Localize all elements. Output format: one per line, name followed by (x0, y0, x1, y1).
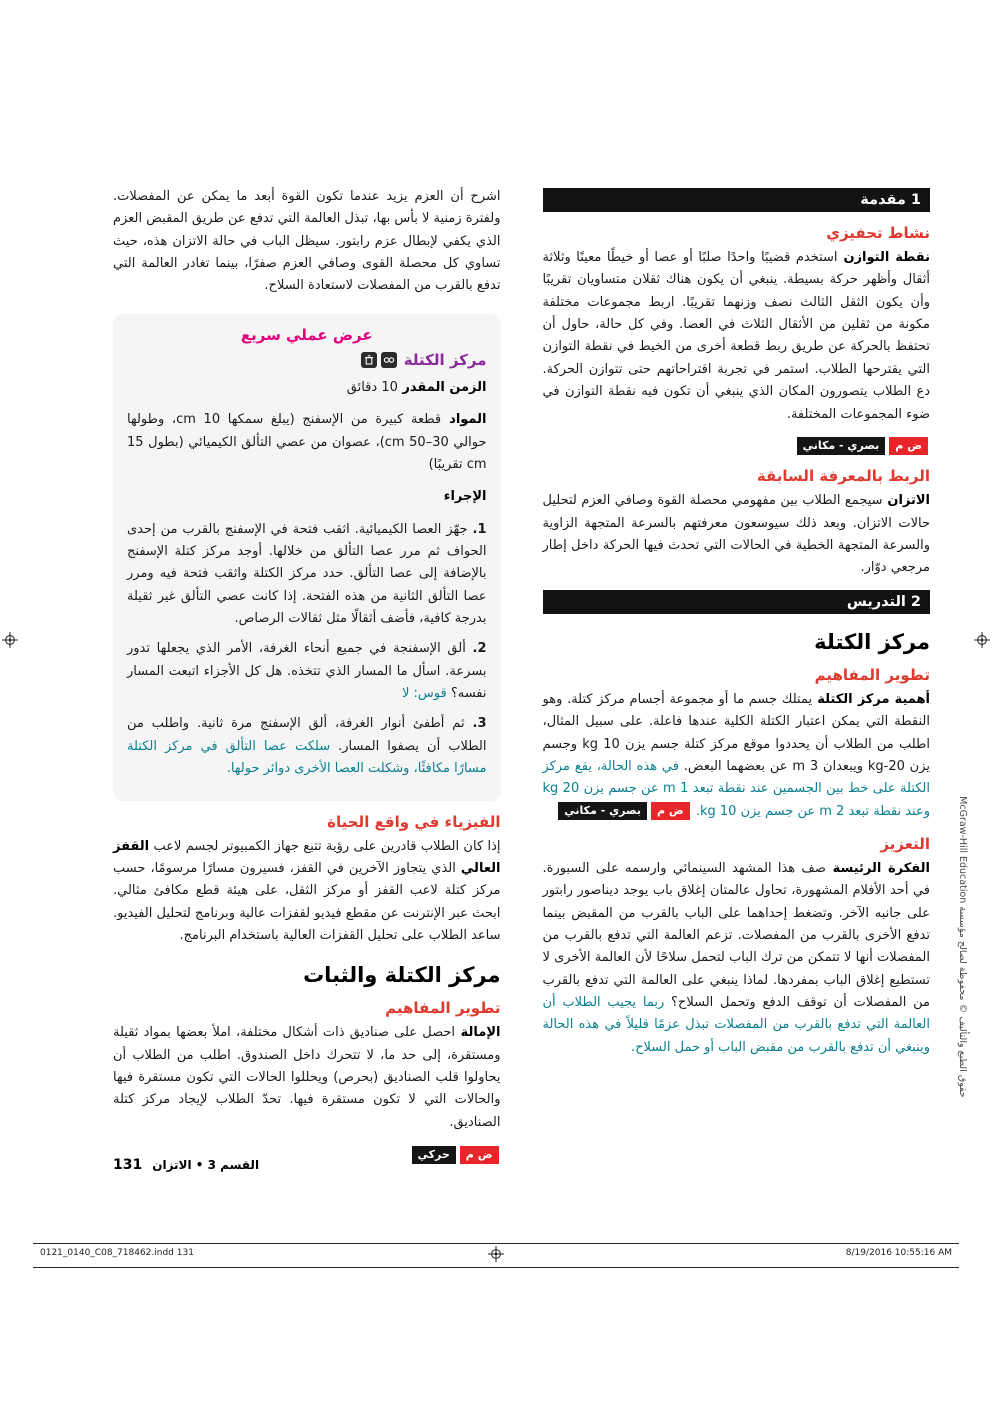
print-rule-bottom (33, 1267, 959, 1268)
demo-steps (127, 519, 487, 781)
demo-time-label: الزمن المقدر (397, 379, 487, 395)
column-left (113, 186, 501, 1174)
step-answer: قوس: لا (401, 686, 447, 702)
heading-concept-development-left: تطوير المفاهيم (385, 999, 501, 1018)
quick-demo-box (113, 314, 501, 801)
quick-demo-heading: عرض عملي سريع (240, 325, 373, 344)
prior-lead: الاتزان (882, 493, 930, 509)
prior-knowledge-paragraph (543, 490, 931, 579)
badge-dm: ض م (651, 802, 690, 820)
real-life-text-2: الذي يتجاوز الآخرين في القفز، فسيرون مسارًا مرسومًا، حسب مركز كتلة لاعب القفز أو مركز الثقل، على هيئة قطع مكافئ مثالي. ابحث عبر الإنترنت عن مقطع فيديو لقفزات عالية وبرنامج لتحليل الفيديو. ساعد الطلاب على تحليل القفزات العالية باستخدام البرنامج. (113, 860, 501, 943)
step-number: 3. (472, 716, 487, 732)
section-reference: القسم 3 • الاتزان (152, 1158, 260, 1172)
disposal-icon (361, 352, 377, 368)
badge-dm: ض م (460, 1146, 499, 1164)
demo-time-value: 10 دقائق (346, 379, 398, 395)
demo-materials-text: قطعة كبيرة من الإسفنج (يبلغ سمكها 10 cm، وطولها حوالي 30–50 cm)، عصوان من عصي التألق الكيميائي (بطول 15 cm تقريبًا) (127, 412, 487, 472)
section-2-teaching-header: 2 التدريس (543, 590, 931, 614)
quick-demo-icons (361, 352, 397, 368)
tilting-paragraph (113, 1022, 501, 1134)
print-rule-top (33, 1243, 959, 1244)
heading-prior-knowledge: الربط بالمعرفة السابقة (756, 467, 930, 486)
column-right (543, 186, 931, 1174)
demo-time-line (127, 377, 487, 399)
badge-kinesthetic: حركي (412, 1146, 456, 1164)
motivational-activity-paragraph (543, 247, 931, 426)
activity-text: استخدم قضيبًا واحدًا صلبًا أو عصا أو خيطًا معينًا وثلاثة أثقال وأظهر حركة بسيطة. ينبغي أن يكون هناك ثقلان متساويان تقريبًا وأن يكون الثقل الثالث نصف وزنهما تقريبًا. اربط مجموعات مختلفة مكونة من ثقلين من الأثقال الثلاث في العصا. وفي كل حالة، حاول أن تحتفظ بالحركة عن طريق ربط قطعة أخرى من الخيط في نقطة التوازن التي يقترحها الطلاب. استمر في تجربة اقتراحاتهم حتى تتوازن الحركة. دع الطلاب يتصورون المكان الذي ينبغي أن تكون فيه نقطة التوازن في ضوء المجموعات المختلفة. (542, 250, 930, 422)
reinforce-answer: ربما يجيب الطلاب أن العالمة التي تدفع بالقرب من المفصلات تبذل عزمًا قليلاً في هذه الحالة وينبغي أن تدفع بالقرب من مقبض الباب أو حمل السلاح. (542, 995, 930, 1055)
print-file-name: 0121_0140_C08_718462.indd 131 (40, 1248, 194, 1258)
print-timestamp: 8/19/2016 10:55:16 AM (845, 1248, 952, 1258)
heading-real-life-physics: الفيزياء في واقع الحياة (327, 812, 501, 831)
real-life-text-1: إذا كان الطلاب قادرين على رؤية تتبع جهاز الكمبيوتر لجسم لاعب (149, 838, 501, 854)
copyright-sidebar: حقوق الطبع والتأليف © محفوظة لصالح مؤسسة McGraw-Hill Education (957, 796, 968, 1098)
demo-step-3 (127, 713, 487, 780)
title-center-of-mass: مركز الكتلة (814, 629, 930, 654)
badge-visual-spatial: بصري - مكاني (797, 437, 886, 455)
demo-materials-label: المواد (441, 412, 487, 428)
prior-text: سيجمع الطلاب بين مفهومي محصلة القوة وصافي العزم لتحليل حالات الاتزان. وبعد ذلك سيوسعون معرفتهم بالسرعة المتجهة الزاوية والسرعة المتجهة الخطية في الحالات التي تحدث فيها الحركة داخل إطار مرجعي دوّار. (542, 493, 930, 576)
registration-mark-bottom (488, 1246, 504, 1262)
activity-badges (543, 436, 931, 455)
badge-dm: ض م (889, 437, 928, 455)
quick-demo-title-row (127, 351, 487, 369)
reinforcement-paragraph (543, 858, 931, 1059)
registration-mark-left (2, 632, 18, 648)
continuation-paragraph: اشرح أن العزم يزيد عندما تكون القوة أبعد ما يمكن عن المفصلات. ولفترة زمنية لا بأس بها، تبذل العالمة التي تدفع عن طريق المقبض العزم الذي يكفي لإبطال عزم رابتور. سيظل الباب في حالة الاتزان هذه، حيث تساوي كل محصلة القوى وصافي العزم صفرًا، بينما تغادر العالمة التي تدفع بالقرب من المفصلات لاستعادة السلاح. (113, 189, 501, 294)
real-life-paragraph (113, 836, 501, 948)
demo-step-1 (127, 519, 487, 631)
concept-development-paragraph (543, 689, 931, 823)
concepts-text: يمتلك جسم ما أو مجموعة أجسام مركز كتلة. وهو النقطة التي يمكن اعتبار الكتلة الكلية عندها فاعلة. على سبيل المثال، اطلب من الطلاب أن يحددوا موقع مركز كتلة جسم يزن 10 kg وجسم يزن 20-kg ويبعدان 3 m عن بعضهما البعض. (542, 691, 931, 774)
demo-materials-line (127, 409, 487, 476)
badge-visual-spatial: بصري - مكاني (558, 802, 647, 820)
tilting-text: احصل على صناديق ذات أشكال مختلفة، املأ بعضها بمواد ثقيلة ومستقرة، إلى حد ما، لا تتحرك داخل الصندوق. اطلب من الطلاب أن يحاولوا قلب الصناديق (بحرص) ويحللوا الحالات التي تكون مستقرة فيها والحالات التي لا تكون مستقرة فيها. تحدّ الطلاب لإيجاد مركز كتلة الصناديق. (113, 1025, 501, 1130)
page-footer (113, 1157, 259, 1173)
heading-reinforcement: التعزيز (880, 834, 930, 853)
step-number: 2. (472, 641, 487, 657)
reinforce-lead: الفكرة الرئيسة (825, 860, 930, 876)
real-life-highlight: القفز العالي (113, 838, 501, 876)
title-center-of-mass-stability: مركز الكتلة والثبات (303, 963, 501, 988)
section-1-introduction-header: 1 مقدمة (543, 188, 931, 212)
heading-motivational-activity: نشاط تحفيزي (826, 224, 930, 242)
demo-procedure-label (127, 486, 487, 508)
reinforce-text: صف هذا المشهد السينمائي وارسمه على السبورة. في أحد الأفلام المشهورة، تحاول عالمتان إغلاق باب يوجد ديناصور رابتور على جانبه الآخر. وتضغط إحداهما على الباب بالقرب من المقبض بينما تدفع الأخرى بالقرب من المفصلات. تزعم العالمة التي تدفع بالقرب من المفصلات أنها لا تتمكن من ترك الباب لتحمل سلاحًا لأن العالمة الأخرى لا تستطيع إغلاق الباب بمفردها. لماذا ينبغي على العالمة التي تدفع بالقرب من المفصلات أن توقف الدفع وتحمل السلاح؟ (542, 860, 931, 1011)
safety-goggles-icon (381, 352, 397, 368)
step-text: ثم أطفئ أنوار الغرفة، ألق الإسفنج مرة ثانية. واطلب من الطلاب أن يصفوا المسار. (127, 716, 487, 754)
step-number: 1. (472, 521, 487, 537)
demo-step-2 (127, 638, 487, 705)
step-text: جهّز العصا الكيميائية. اثقب فتحة في الإسفنج بالقرب من إحدى الحواف ثم مرر عصا التألق من خلالها. أوجد مركز كتلة الإسفنج بالإضافة إلى عصا التألق. حدد مركز الكتلة واثقب فتحة فيه ومرر عصا التألق الثانية من هذه الفتحة. إذا كانت عصي التألق غير ثقيلة بدرجة كافية، فأضف أثقالًا مثل ثقالات الرصاص. (127, 521, 487, 627)
step-answer: سلكت عصا التألق في مركز الكتلة مسارًا مكافئًا، وشكلت العصا الأخرى دوائر حولها. (127, 738, 487, 777)
step-text: ألق الإسفنجة في جميع أنحاء الغرفة، الأمر الذي يجعلها تدور بسرعة. اسأل ما المسار الذي تتخذه. هل كل الأجزاء اتبعت المسار نفسه؟ (127, 641, 487, 702)
page-number: 131 (113, 1157, 143, 1173)
concepts-lead: أهمية مركز الكتلة (812, 691, 930, 707)
quick-demo-title: مركز الكتلة (403, 350, 487, 369)
activity-lead: نقطة التوازن (837, 250, 931, 265)
concepts-answer: في هذه الحالة، يقع مركز الكتلة على خط بين الجسمين عند نقطة تبعد 1 m عن جسم يزن 20 kg وعند نقطة تبعد 2 m عن جسم يزن 10 kg. (542, 758, 930, 819)
procedure-label: الإجراء (443, 489, 487, 505)
registration-mark-right (974, 632, 990, 648)
heading-concept-development-right: تطوير المفاهيم (814, 665, 930, 684)
page-content (113, 186, 930, 1174)
tilting-lead: الإمالة (455, 1025, 501, 1041)
